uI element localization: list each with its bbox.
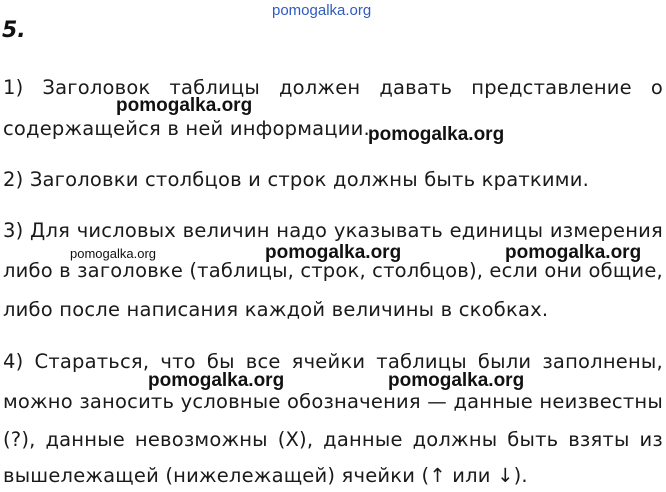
word: столбцов), bbox=[372, 259, 484, 282]
word: надо bbox=[276, 219, 328, 242]
word: 3) bbox=[3, 219, 24, 242]
word: быть bbox=[507, 428, 559, 451]
watermark: pomogalka.org bbox=[148, 370, 285, 391]
word: таблицы bbox=[169, 76, 260, 99]
paragraph-4-line-3 bbox=[3, 428, 663, 452]
word: указывать bbox=[333, 219, 443, 242]
watermark: pomogalka.org bbox=[368, 124, 505, 145]
paragraph-3-line-3: либо после написания каждой величины в скобках. bbox=[3, 298, 549, 321]
paragraph-2-line-1: 2) Заголовки столбцов и строк должны быть краткими. bbox=[3, 168, 589, 191]
word: можно bbox=[3, 390, 73, 413]
word: (X), bbox=[277, 428, 314, 451]
watermark: pomogalka.org bbox=[70, 246, 156, 261]
word: либо bbox=[3, 259, 53, 282]
word: все bbox=[245, 350, 281, 373]
word: если bbox=[489, 259, 539, 282]
word: должны bbox=[412, 428, 498, 451]
word: данные bbox=[323, 428, 403, 451]
paragraph-3-line-2 bbox=[3, 259, 663, 283]
word: единицы bbox=[449, 219, 544, 242]
word: Заголовок bbox=[42, 76, 151, 99]
word: из bbox=[639, 428, 663, 451]
paragraph-4-line-2 bbox=[3, 390, 663, 414]
word: неизвестны bbox=[539, 390, 663, 413]
word: данные bbox=[45, 428, 125, 451]
word: таблицы bbox=[376, 350, 467, 373]
word: числовых bbox=[76, 219, 177, 242]
task-number: 5. bbox=[2, 18, 26, 43]
word: величин bbox=[182, 219, 270, 242]
word: заполнены, bbox=[542, 350, 663, 373]
word: измерения bbox=[549, 219, 663, 242]
watermark: pomogalka.org bbox=[388, 370, 525, 391]
word: бы bbox=[206, 350, 235, 373]
word: заносить bbox=[79, 390, 175, 413]
word: заголовке bbox=[77, 259, 184, 282]
word: (?), bbox=[3, 428, 36, 451]
word: 1) bbox=[3, 76, 24, 99]
word: — bbox=[427, 390, 447, 413]
word: обозначения bbox=[287, 390, 421, 413]
word: Для bbox=[30, 219, 71, 242]
word: общие, bbox=[588, 259, 663, 282]
paragraph-3-line-1 bbox=[3, 219, 663, 243]
word: ячейки bbox=[291, 350, 366, 373]
paragraph-1-line-1 bbox=[3, 76, 663, 100]
word: (таблицы, bbox=[189, 259, 295, 282]
word: о bbox=[650, 76, 663, 99]
watermark-top: pomogalka.org bbox=[272, 2, 372, 19]
word: были bbox=[477, 350, 532, 373]
word: в bbox=[59, 259, 71, 282]
word: взяты bbox=[568, 428, 630, 451]
paragraph-4-line-4: вышележащей (нижележащей) ячейки (↑ или ↓). bbox=[3, 464, 528, 487]
word: давать bbox=[379, 76, 453, 99]
watermark: pomogalka.org bbox=[265, 242, 402, 263]
paragraph-1-line-2: содержащейся в ней информации. bbox=[3, 117, 370, 140]
word: Стараться, bbox=[34, 350, 150, 373]
word: строк, bbox=[300, 259, 366, 282]
word: что bbox=[160, 350, 196, 373]
word: невозможны bbox=[134, 428, 268, 451]
word: представление bbox=[471, 76, 632, 99]
word: условные bbox=[180, 390, 281, 413]
word: 4) bbox=[3, 350, 24, 373]
word: они bbox=[544, 259, 583, 282]
word: данные bbox=[453, 390, 533, 413]
paragraph-4-line-1 bbox=[3, 350, 663, 374]
watermark: pomogalka.org bbox=[116, 95, 253, 116]
watermark: pomogalka.org bbox=[505, 242, 642, 263]
word: должен bbox=[278, 76, 361, 99]
